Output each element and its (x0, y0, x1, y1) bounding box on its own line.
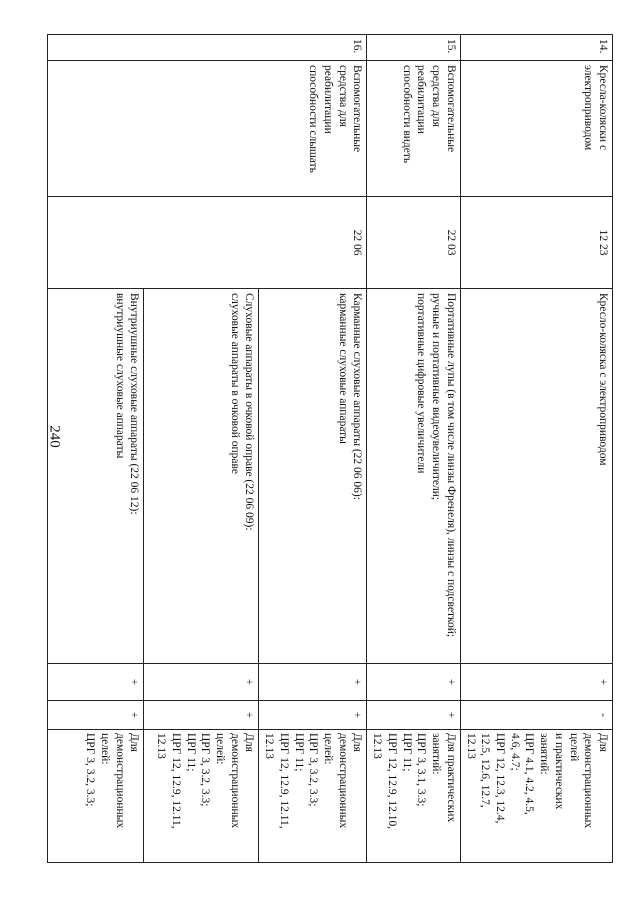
item-subtitle: портативные цифровые увеличители (415, 293, 428, 474)
item-name (460, 289, 612, 664)
purpose-line: целей (567, 733, 580, 762)
mark-b: + (367, 701, 460, 730)
mark-a: + (48, 664, 144, 701)
purpose-line: ЦРГ 12, 12.9, 12.11, (277, 733, 290, 829)
purpose-line: и практических (552, 733, 565, 810)
purpose-line: 12.13 (155, 733, 168, 759)
mark-b: + (259, 701, 367, 730)
purpose-line: ЦРГ 11; (292, 733, 305, 772)
item-name (48, 289, 144, 664)
purpose-cell (460, 730, 612, 863)
item-name (367, 289, 460, 664)
mark-b: - (460, 701, 612, 730)
purpose-cell (367, 730, 460, 863)
row-number: 15. (367, 35, 460, 61)
item-subtitle: ручные и портативные видеоувеличители; (430, 293, 443, 501)
purpose-line: ЦРГ 12, 12.9, 12.10, (385, 733, 398, 830)
item-title: Кресло-коляска с электроприводом (597, 293, 609, 466)
table-row (259, 35, 367, 863)
purpose-line: 4.6, 4.7; (508, 733, 521, 771)
mark-a: + (460, 664, 612, 701)
item-subtitle: слуховые аппараты в очковой оправе (228, 293, 241, 474)
purpose-line: ЦРГ 12, 12.3, 12.4, (493, 733, 506, 824)
item-title: Слуховые аппараты в очковой оправе (22 06 09): (243, 293, 256, 531)
purpose-line: демонстрационных (582, 733, 595, 829)
row-number: 16. (48, 35, 367, 61)
item-subtitle: карманные слуховые аппараты (336, 293, 349, 444)
item-title: Внутриушные слуховые аппараты (22 06 12): (128, 293, 141, 515)
item-title: Карманные слуховые аппараты (22 06 06): (351, 293, 364, 500)
purpose-line: ЦРГ 3, 3.2, 3.3; (199, 733, 212, 807)
purpose-line: ЦРГ 3, 3.2, 3.3; (307, 733, 320, 807)
purpose-line: Для (351, 733, 364, 752)
purpose-line: целей: (99, 733, 112, 765)
purpose-cell (259, 730, 367, 863)
purpose-line: Для практических (444, 733, 457, 823)
table-wrapper (69, 34, 613, 862)
purpose-line: ЦРГ 3, 3.1, 3.3; (415, 733, 428, 807)
mark-a: + (259, 664, 367, 701)
category-name: Кресла-коляски с электроприводом (460, 61, 612, 197)
category-name: Вспомогательные средства для реабилитации способности слышать (48, 61, 367, 197)
purpose-cell (144, 730, 259, 863)
equipment-table (47, 34, 613, 863)
purpose-line: демонстрационных (228, 733, 241, 829)
purpose-line: ЦРГ 12, 12.9, 12.11, (169, 733, 182, 829)
purpose-line: демонстрационных (113, 733, 126, 829)
table-body (48, 35, 613, 863)
rotated-page (69, 34, 613, 862)
purpose-line: целей: (214, 733, 227, 765)
purpose-line: демонстрационных (336, 733, 349, 829)
page-number: 240 (46, 425, 63, 448)
item-subtitle: внутриушные слуховые аппараты (113, 293, 126, 459)
purpose-cell (48, 730, 144, 863)
classification-code: 22 03 (367, 197, 460, 289)
purpose-line: Для (128, 733, 141, 752)
item-title: Портативные лупы (в том числе линзы Френеля), линзы с подсветкой; (444, 293, 457, 638)
classification-code: 12 23 (460, 197, 612, 289)
purpose-line: занятий: (538, 733, 551, 775)
purpose-line: занятий: (430, 733, 443, 775)
purpose-line: целей: (322, 733, 335, 765)
purpose-line: 12.5, 12.6, 12.7, (479, 733, 492, 808)
purpose-line: ЦРГ 11; (184, 733, 197, 772)
purpose-line: 12.13 (263, 733, 276, 759)
mark-a: + (144, 664, 259, 701)
purpose-line: ЦРГ 11; (400, 733, 413, 772)
mark-b: + (48, 701, 144, 730)
classification-code: 22 06 (48, 197, 367, 289)
item-name (259, 289, 367, 664)
item-name (144, 289, 259, 664)
mark-b: + (144, 701, 259, 730)
mark-a: + (367, 664, 460, 701)
table-row (367, 35, 460, 863)
purpose-line: Для (243, 733, 256, 752)
table-row (460, 35, 612, 863)
purpose-line: ЦРГ 4.1, 4.2, 4.5, (523, 733, 536, 815)
purpose-line: 12.13 (371, 733, 384, 759)
category-name: Вспомогательные средства для реабилитации способности видеть (367, 61, 460, 197)
purpose-line: ЦРГ 3, 3.2, 3.3; (84, 733, 97, 807)
purpose-line: 12.13 (464, 733, 477, 759)
purpose-line: Для (597, 733, 609, 752)
row-number: 14. (460, 35, 612, 61)
